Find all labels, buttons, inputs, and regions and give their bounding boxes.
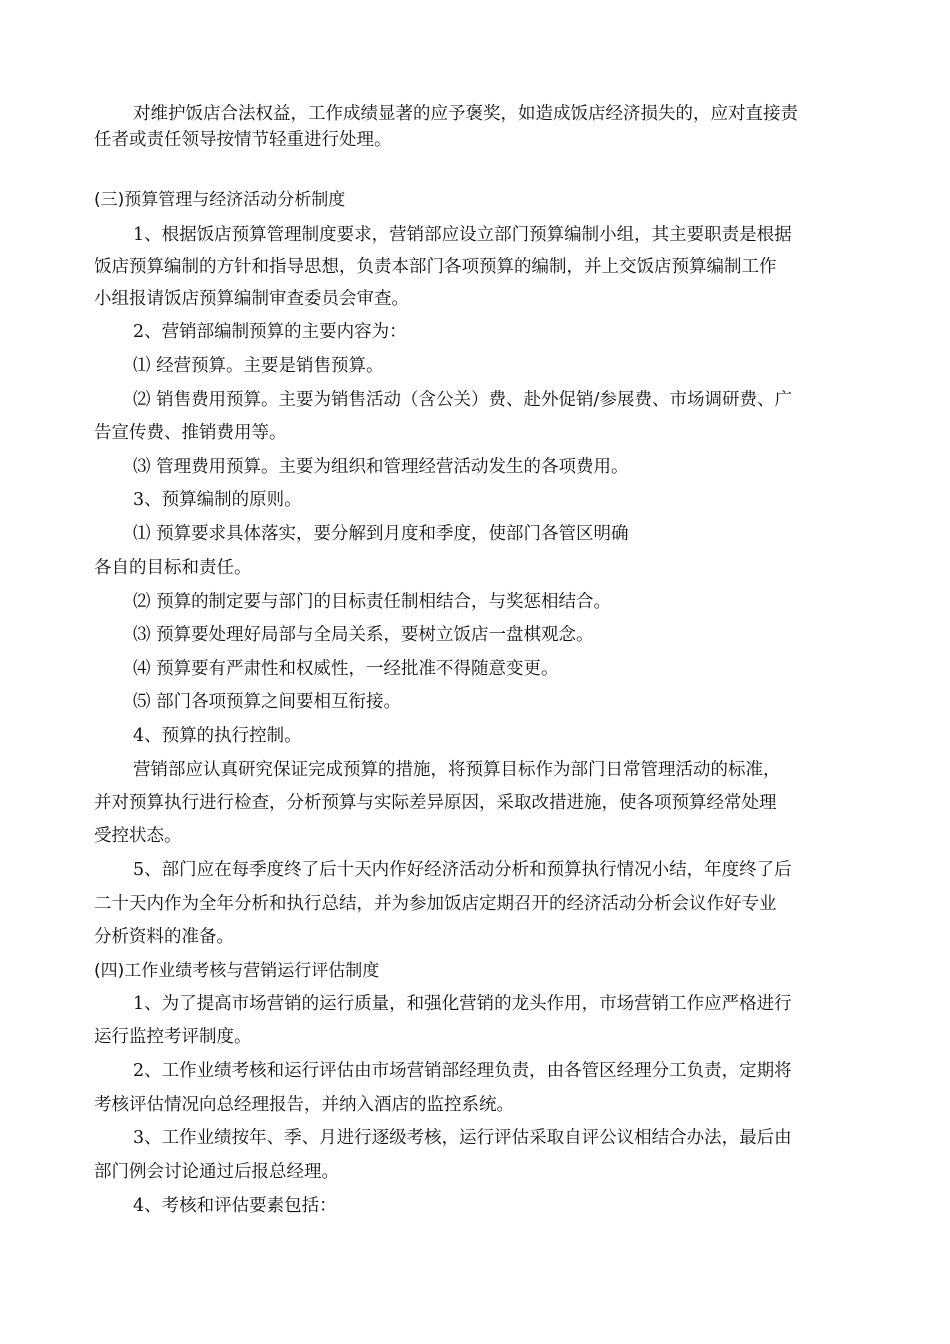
para-line-4: 1、根据饭店预算管理制度要求，营销部应设立部门预算编制小组，其主要职责是根据 [133, 225, 792, 245]
para-line-31: 3、工作业绩按年、季、月进行逐级考核，运行评估采取自评公议相结合办法，最后由 [133, 1128, 792, 1148]
para-line-8: ⑴ 经营预算。主要是销售预算。 [133, 356, 384, 376]
para-line-32: 部门例会讨论通过后报总经理。 [94, 1162, 339, 1182]
para-line-12: 3、预算编制的原则。 [133, 490, 302, 510]
para-line-27: 1、为了提高市场营销的运行质量，和强化营销的龙头作用，市场营销工作应严格进行 [133, 994, 792, 1014]
para-line-5: 饭店预算编制的方针和指导思想，负责本部门各项预算的编制，并上交饭店预算编制工作 [94, 257, 777, 277]
para-line-20: 营销部应认真研究保证完成预算的措施，将预算目标作为部门日常管理活动的标准， [133, 760, 781, 780]
section-heading-3: (三)预算管理与经济活动分析制度 [94, 190, 346, 210]
para-line-2: 任者或责任领导按情节轻重进行处理。 [94, 130, 392, 150]
section-heading-26: (四)工作业绩考核与营销运行评估制度 [94, 961, 380, 981]
para-line-25: 分析资料的准备。 [94, 927, 234, 947]
para-line-29: 2、工作业绩考核和运行评估由市场营销部经理负责，由各管区经理分工负责，定期将 [133, 1061, 792, 1081]
para-line-22: 受控状态。 [94, 826, 182, 846]
para-line-30: 考核评估情况向总经理报告，并纳入酒店的监控系统。 [94, 1095, 514, 1115]
para-line-13: ⑴ 预算要求具体落实，要分解到月度和季度，使部门各管区明确 [133, 524, 629, 544]
para-line-23: 5、部门应在每季度终了后十天内作好经济活动分析和预算执行情况小结，年度终了后 [133, 860, 792, 880]
para-line-1: 对维护饭店合法权益，工作成绩显著的应予褒奖，如造成饭店经济损失的，应对直接责 [133, 104, 798, 124]
para-line-7: 2、营销部编制预算的主要内容为： [133, 322, 407, 342]
para-line-24: 二十天内作为全年分析和执行总结，并为参加饭店定期召开的经济活动分析会议作好专业 [94, 894, 777, 914]
para-line-10: 告宣传费、推销费用等。 [94, 423, 287, 443]
para-line-11: ⑶ 管理费用预算。主要为组织和管理经营活动发生的各项费用。 [133, 457, 629, 477]
para-line-33: 4、考核和评估要素包括： [133, 1196, 337, 1216]
para-line-15: ⑵ 预算的制定要与部门的目标责任制相结合，与奖惩相结合。 [133, 592, 612, 612]
para-line-9: ⑵ 销售费用预算。主要为销售活动（含公关）费、赴外促销/参展费、市场调研费、广 [133, 390, 792, 410]
para-line-14: 各自的目标和责任。 [94, 558, 252, 578]
para-line-18: ⑸ 部门各项预算之间要相互衔接。 [133, 692, 402, 712]
para-line-17: ⑷ 预算要有严肃性和权威性，一经批准不得随意变更。 [133, 659, 559, 679]
para-line-21: 并对预算执行进行检查，分析预算与实际差异原因，采取改措进施，使各项预算经常处理 [94, 793, 777, 813]
para-line-6: 小组报请饭店预算编制审查委员会审查。 [94, 289, 409, 309]
para-line-19: 4、预算的执行控制。 [133, 726, 302, 746]
para-line-28: 运行监控考评制度。 [94, 1027, 252, 1047]
para-line-16: ⑶ 预算要处理好局部与全局关系，要树立饭店一盘棋观念。 [133, 625, 594, 645]
